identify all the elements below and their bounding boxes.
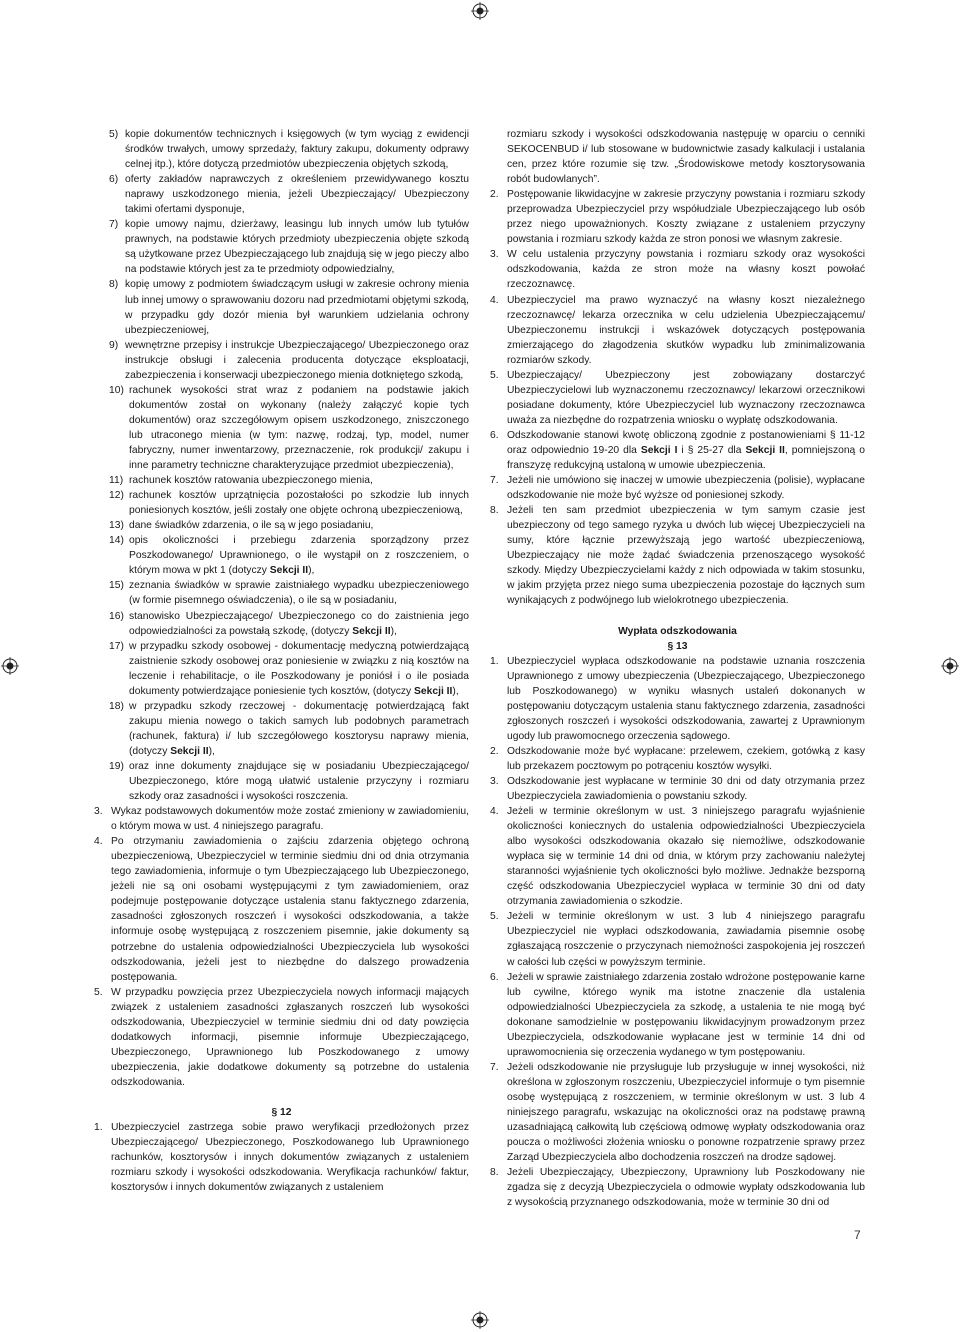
list-item-text xyxy=(490,187,865,247)
text-run: W przypadku powzięcia przez Ubezpieczyciela nowych informacji mających związek z ustaleniem zasadności zgłaszanych roszczeń lub wysokości odszkodowania, Ubezpieczyciel w terminie siedmiu dni od daty powzięcia dodatkowych informacji, pisemnie informuje Ubezpieczającego, Ubezpieczonego, Uprawnionego lub Poszkodowanego z umowy ubezpieczenia, jakie dodatkowe dokumenty są potrzebne do ustalenia odszkodowania. xyxy=(111,986,469,1088)
list-item-number: 14) xyxy=(109,535,124,547)
list-item-number: 4. xyxy=(94,836,103,848)
text-run: rachunek kosztów ratowania ubezpieczonego mienia, xyxy=(129,475,373,487)
text-run: rachunek wysokości strat wraz z podaniem na podstawie jakich dokumentów został on wykonany (należy załączyć kopie tych dokumentów) oraz szczegółowym opisem uszkodzonego, zniszczonego lub utraconego mienia (w tym: nazwę, rodzaj, typ, model, numer fabryczny, numer inwentarzowy, przeznaczenie, rok produkcji/ zakupu i inne parametry techniczne charakteryzujące przedmiot ubezpieczenia), xyxy=(129,384,469,472)
list-item-text xyxy=(109,127,469,172)
list-item-number: 7. xyxy=(490,475,499,487)
list-item-number: 10) xyxy=(109,384,124,396)
text-run: stanowisko Ubezpieczającego/ Ubezpieczonego co do zaistnienia jego odpowiedzialności za powstałą szkodę, (dotyczy xyxy=(129,610,469,637)
list-item xyxy=(490,1060,865,1165)
list-item-number: 8) xyxy=(109,279,119,291)
list-item xyxy=(94,1120,469,1195)
list-item-number: 2. xyxy=(490,745,499,757)
list-item-text xyxy=(490,1165,865,1210)
text-run: oraz inne dokumenty znajdujące się w posiadaniu Ubezpieczającego/ Ubezpieczonego, które mogą ułatwić ustalenie przyczyny i rozmiaru szkody oraz zasadności i wysokości roszczenia. xyxy=(129,760,469,803)
list-item xyxy=(109,383,469,473)
text-run: ), xyxy=(452,685,459,697)
list-item-text xyxy=(490,503,865,608)
list-items-a xyxy=(490,187,865,608)
list-item xyxy=(490,654,865,744)
text-run: Wykaz podstawowych dokumentów może zostać zmieniony w zawiadomieniu, o którym mowa w ust. 4 niniejszego paragrafu. xyxy=(111,806,469,833)
list-item xyxy=(94,834,469,984)
text-run: Odszkodowanie stanowi kwotę obliczoną zgodnie z postanowieniami § 11-12 oraz odpowiednio 19-20 dla xyxy=(507,429,865,456)
bold-reference: Sekcji II xyxy=(414,685,453,697)
text-run: W celu ustalenia przyczyny powstania i rozmiaru szkody oraz wysokości odszkodowania, każda ze stron może na własny koszt powołać rzeczoznawcę. xyxy=(507,249,865,291)
bold-reference: Sekcji I xyxy=(640,444,678,456)
list-item-text xyxy=(109,518,469,533)
list-item-text xyxy=(490,970,865,1060)
list-item-number: 6. xyxy=(490,429,499,441)
list-item-text xyxy=(490,909,865,969)
section-paragraph-13: § 13 xyxy=(667,640,688,652)
text-run: Ubezpieczyciel wypłaca odszkodowanie na podstawie uznania roszczenia Uprawnionego z umowy ubezpieczenia (Ubezpieczającego, Ubezpieczonego lub Poszkodowanego) w wyniku własnych ustaleń dokonanych w postępowaniu dotyczącym ustalenia stanu faktycznego zdarzenia, zasadności zgłoszonych roszczeń i wysokości odszkodowania, zawartej z Uprawnionym ugody lub prawomocnego orzeczenia sądowego. xyxy=(507,655,865,742)
bold-reference: Sekcji II xyxy=(269,565,309,577)
text-run: Jeżeli w terminie określonym w ust. 3 niniejszego paragrafu wyjaśnienie okoliczności koniecznych do ustalenia odpowiedzialności Ubezpieczyciela albo wysokości odszkodowania okazało się niemożliwe, odszkodowanie wypłaca się w terminie 14 dni od dnia, w którym przy zachowaniu należytej staranności wyjaśnienie tych okoliczności było możliwe. Jednakże bezsporną część odszkodowania Ubezpieczyciel wypłaca w terminie 30 dni od daty otrzymania zawiadomienia o szkodzie. xyxy=(507,806,865,908)
section-heading: Wypłata odszkodowania xyxy=(618,625,737,637)
right-column xyxy=(490,127,865,1210)
list-item-number: 13) xyxy=(109,520,124,532)
section-paragraph-12: § 12 xyxy=(271,1107,292,1118)
list-item-text xyxy=(490,368,865,428)
list-item xyxy=(109,277,469,337)
list-item xyxy=(490,503,865,608)
list-item-number: 5. xyxy=(94,986,103,998)
list-item-text xyxy=(490,247,865,292)
list-item-number: 12) xyxy=(109,490,124,502)
text-run: Odszkodowanie może być wypłacane: przelewem, czekiem, gotówką z kasy lub przekazem pocztowym po potrąceniu kosztów wysyłki. xyxy=(507,745,865,772)
list-item-number: 18) xyxy=(109,700,124,712)
list-item-number: 1. xyxy=(94,1122,103,1134)
list-item-text xyxy=(109,609,469,639)
list-items-b xyxy=(490,654,865,1211)
list-item xyxy=(490,187,865,247)
list-item xyxy=(490,909,865,969)
list-item-number: 2. xyxy=(490,189,499,201)
list-item-number: 15) xyxy=(109,580,124,592)
text-run: Jeżeli odszkodowanie nie przysługuje lub przysługuje w innej wysokości, niż określona w zgłoszonym roszczeniu, Ubezpieczyciel informuje o tym pisemnie osobę występującą z roszczeniem, w terminie określonym w ust. 3 lub 4 niniejszego paragrafu, wskazując na okoliczności oraz na podstawę prawną uzasadniającą całkowitą lub częściową odmowę wypłaty odszkodowania oraz poucza o możliwości złożenia wniosku o ponowne rozpatrzenie sprawy przez Zarząd Ubezpieczyciela albo dochodzenia roszczeń na drodze sądowej. xyxy=(507,1061,865,1164)
page-number: 7 xyxy=(854,1228,861,1242)
list-item xyxy=(109,759,469,804)
list-item-text xyxy=(109,473,469,488)
list-item-text xyxy=(109,488,469,518)
list-item xyxy=(109,127,469,172)
list-item-number: 7. xyxy=(490,1061,499,1073)
text-run: Jeżeli w terminie określonym w ust. 3 lub 4 niniejszego paragrafu Ubezpieczyciel nie wypłaci odszkodowania, zawiadamia pisemnie osobę zgłaszającą roszczenie o przyczynach niemożności zaspokojenia jej roszczeń w całości lub części w powyższym terminie. xyxy=(507,911,865,968)
list-items-b xyxy=(94,383,469,804)
list-item-text xyxy=(109,578,469,608)
list-item-text xyxy=(490,1060,865,1165)
text-run: Ubezpieczyciel zastrzega sobie prawo weryfikacji przedłożonych przez Ubezpieczającego/ Ubezpieczonego, Poszkodowanego lub Uprawnionego rachunków, kosztorysów i innych dokumentów związanych z ustaleniem rozmiaru szkody i wysokości odszkodowania. Weryfikacja rachunków/ faktur, kosztorysów i innych dokumentów związanych z ustaleniem xyxy=(111,1122,469,1194)
list-item-number: 3. xyxy=(94,806,103,818)
list-item-text xyxy=(94,985,469,1090)
list-item xyxy=(490,247,865,292)
registration-mark-left xyxy=(1,657,19,675)
list-item xyxy=(490,368,865,428)
text-run: i § 25-27 dla xyxy=(677,444,746,456)
list-item xyxy=(490,970,865,1060)
list-item-number: 1. xyxy=(490,655,499,667)
list-item-text xyxy=(109,383,469,473)
list-item xyxy=(109,217,469,277)
text-run: ), xyxy=(390,625,397,637)
list-item xyxy=(109,639,469,699)
list-item-text xyxy=(109,533,469,578)
text-run: opis okoliczności i przebiegu zdarzenia sporządzony przez Poszkodowanego/ Uprawnionego, o ile wystąpił on z roszczeniem, o którym mowa w pkt 1 (dotyczy xyxy=(129,535,469,577)
text-run: Jeżeli nie umówiono się inaczej w umowie ubezpieczenia (polisie), wypłacane odszkodowanie nie może być wyższe od poniesionej szkody. xyxy=(507,475,865,502)
list-item-text xyxy=(94,1120,469,1195)
list-item xyxy=(109,473,469,488)
list-item-number: 3. xyxy=(490,249,499,261)
list-item xyxy=(490,293,865,368)
list-item-number: 6) xyxy=(109,174,119,186)
text-run: zeznania świadków w sprawie zaistniałego wypadku ubezpieczeniowego (w formie pisemnego oświadczenia), o ile są w posiadaniu, xyxy=(129,580,469,607)
list-item xyxy=(490,1165,865,1210)
list-item-text xyxy=(490,804,865,909)
text-run: Postępowanie likwidacyjne w zakresie przyczyny powstania i rozmiaru szkody przeprowadza Ubezpieczyciel przy współudziale Ubezpieczającego lub osób przez niego upoważnionych. Koszty związane z ustaleniem przyczyny powstania i rozmiaru szkody każda ze stron ponosi we własnym zakresie. xyxy=(507,189,865,246)
list-item xyxy=(109,172,469,217)
list-item-text xyxy=(490,473,865,503)
list-item-text xyxy=(490,744,865,774)
list-item-text xyxy=(490,654,865,744)
list-item-number: 4. xyxy=(490,806,499,818)
list-item-number: 17) xyxy=(109,640,124,652)
list-item xyxy=(490,428,865,473)
text-run: Jeżeli ten sam przedmiot ubezpieczenia w tym samym czasie jest ubezpieczony od tego samego ryzyka u dwóch lub więcej Ubezpieczycieli na sumy, które łącznie przewyższają jego wartość ubezpieczeniową, Ubezpieczający nie może żądać świadczenia przenoszącego wysokość szkody. Między Ubezpieczycielami każdy z nich odpowiada w takim stosunku, w jakim przyjęta przez niego suma ubezpieczenia pozostaje do łącznych sum wynikających z podwójnego lub wielokrotnego ubezpieczenia. xyxy=(507,505,865,607)
text-run: wewnętrzne przepisy i instrukcje Ubezpieczającego/ Ubezpieczonego oraz instrukcje obsługi i zalecenia producenta dotyczące eksploatacji, zabezpieczenia i konserwacji ubezpieczonego mienia dotkniętego szkodą, xyxy=(125,339,469,381)
list-item-number: 7) xyxy=(109,219,119,231)
list-items-a xyxy=(94,127,469,383)
list-item-text xyxy=(490,774,865,804)
list-item xyxy=(490,774,865,804)
list-item-text xyxy=(109,338,469,383)
list-item-text xyxy=(109,217,469,277)
text-run: rachunek kosztów uprzątnięcia pozostałości po szkodzie lub innych poniesionych kosztów, jeśli zostały one objęte ochroną ubezpieczeniową, xyxy=(129,490,469,517)
bold-reference: Sekcji II xyxy=(170,745,209,757)
text-run: ), xyxy=(308,565,315,577)
list-item-number: 5. xyxy=(490,369,499,381)
list-item-number: 5. xyxy=(490,911,499,923)
text-run: Jeżeli w sprawie zaistniałego zdarzenia zostało wdrożone postępowanie karne lub cywilne, którego wynik ma istotne znaczenie dla ustalenia odpowiedzialności Ubezpieczyciela za szkodę, a ustalenia te nie mogą być dokonane samodzielnie w postępowaniu likwidacyjnym prowadzonym przez Ubezpieczyciela, odszkodowanie wypłacane jest w terminie 14 dni od uprawomocnienia się orzeczenia wydanego w tym postępowaniu. xyxy=(507,971,865,1058)
text-run: kopie dokumentów technicznych i księgowych (w tym wyciąg z ewidencji środków trwałych, umowy sprzedaży, faktury zakupu, dokumenty odprawy celnej itp.), które dotyczą przedmiotów ubezpieczenia objętych szkodą, xyxy=(125,129,469,171)
text-run: w przypadku szkody osobowej - dokumentację medyczną potwierdzającą zaistnienie szkody osobowej oraz poniesienie w związku z nią kosztów na leczenie i rehabilitacje, o ile Poszkodowany je poniósł i o ile posiada dokumenty potwierdzające poniesienie tych kosztów, (dotyczy xyxy=(129,640,469,697)
text-run: Ubezpieczający/ Ubezpieczony jest zobowiązany dostarczyć Ubezpieczycielowi lub wyznaczonemu rzeczoznawcy/ lekarzowi orzecznikowi posiadane dokumenty, które Ubezpieczyciel lub wyznaczony rzeczoznawca uważa za niezbędne do rozpatrzenia wniosku o wypłatę odszkodowania. xyxy=(507,369,865,426)
list-item-number: 11) xyxy=(109,475,124,487)
list-item xyxy=(109,533,469,578)
list-item-number: 16) xyxy=(109,610,124,622)
list-item-number: 6. xyxy=(490,971,499,983)
list-item-text xyxy=(490,293,865,368)
list-item-text xyxy=(94,804,469,834)
list-item-number: 9) xyxy=(109,339,119,351)
list-item-number: 8. xyxy=(490,505,499,517)
list-item xyxy=(109,578,469,608)
text-run: Jeżeli Ubezpieczający, Ubezpieczony, Uprawniony lub Poszkodowany nie zgadza się z decyzją Ubezpieczyciela o odmowie wypłaty odszkodowania lub z wysokością przyznanego odszkodowania, może w terminie 30 dni od xyxy=(507,1167,865,1209)
list-item xyxy=(109,518,469,533)
list-item-number: 3. xyxy=(490,775,499,787)
text-run: kopie umowy najmu, dzierżawy, leasingu lub innych umów lub tytułów prawnych, na podstawie których przedmioty ubezpieczenia objęte szkodą są użytkowane przez Ubezpieczającego lub znajdują się w jego pieczy albo na podstawie których jest za te przedmioty odpowiedzialny, xyxy=(125,219,470,276)
registration-mark-right xyxy=(941,657,959,675)
list-item xyxy=(94,985,469,1090)
bold-reference: Sekcji II xyxy=(745,444,785,456)
bold-reference: Sekcji II xyxy=(352,625,391,637)
continued-paragraph: rozmiaru szkody i wysokości odszkodowania następuję w oparciu o cenniki SEKOCENBUD i/ lub stosowane w budownictwie zasady kalkulacji i ustalania cen, przez które rozumie się tzw. „Środowiskowe metody kosztorysowania robót budowlanych”. xyxy=(507,129,865,186)
registration-mark-top xyxy=(471,2,489,20)
left-column xyxy=(94,127,469,1195)
text-run: Ubezpieczyciel ma prawo wyznaczyć na własny koszt niezależnego rzeczoznawcę/ lekarza orzecznika w celu udzielenia Ubezpieczającemu/ Ubezpieczonemu instrukcji i wskazówek dotyczących postępowania zmierzającego do złagodzenia skutków wypadku lub zminimalizowania rozmiarów szkody. xyxy=(507,294,865,366)
list-item-text xyxy=(490,428,865,473)
text-run: Po otrzymaniu zawiadomienia o zajściu zdarzenia objętego ochroną ubezpieczeniową, Ubezpieczyciel w terminie siedmiu dni od dnia otrzymania tego zawiadomienia, informuje o tym Ubezpieczającego lub Ubezpieczonego, jeżeli nie są oni osobami występującymi z tym zawiadomieniem, oraz podejmuje postępowanie dotyczące ustalenia stanu faktycznego zdarzenia, zasadności zgłoszonych roszczeń i wysokości odszkodowania, a także informuje osobę występującą z roszczeniem pisemnie, jakie dokumenty są potrzebne do ustalenia odpowiedzialności Ubezpieczyciela lub wysokości odszkodowania, jeżeli jest to niezbędne do dalszego prowadzenia postępowania. xyxy=(111,836,469,983)
list-item xyxy=(109,699,469,759)
list-item-text xyxy=(94,834,469,984)
text-run: dane świadków zdarzenia, o ile są w jego posiadaniu, xyxy=(129,520,374,532)
list-item xyxy=(109,488,469,518)
list-item-number: 5) xyxy=(109,129,119,140)
list-items-d xyxy=(94,1120,469,1195)
text-run: w przypadku szkody rzeczowej - dokumentację potwierdzającą fakt zakupu mienia nowego o takich samych lub podobnych parametrach (rachunek, faktura) i/ lub szczegółowego kosztorysu naprawy mienia, (dotyczy xyxy=(129,700,469,757)
text-run: Odszkodowanie jest wypłacane w terminie 30 dni od daty otrzymania przez Ubezpieczyciela zawiadomienia o powstaniu szkody. xyxy=(507,775,865,803)
list-item xyxy=(109,338,469,383)
list-item-number: 19) xyxy=(109,760,124,772)
list-item-text xyxy=(109,277,469,337)
text-run: kopię umowy z podmiotem świadczącym usługi w zakresie ochrony mienia lub innej umowy o sprawowaniu dozoru nad przedmiotami objętymi szkodą, w przypadku gdy dozór mienia był warunkiem udzielania ochrony ubezpieczeniowej, xyxy=(125,279,469,336)
list-item-text xyxy=(109,639,469,699)
list-item-text xyxy=(109,699,469,759)
list-items-c xyxy=(94,804,469,1090)
list-item-number: 8. xyxy=(490,1167,499,1179)
registration-mark-bottom xyxy=(471,1311,489,1329)
text-run: oferty zakładów naprawczych z określeniem przewidywanego kosztu naprawy uszkodzonego mienia, jeżeli Ubezpieczający/ Ubezpieczony takimi ofertami dysponuje, xyxy=(125,174,469,216)
list-item xyxy=(490,744,865,774)
list-item-text xyxy=(109,759,469,804)
list-item xyxy=(109,609,469,639)
list-item-number: 4. xyxy=(490,294,499,306)
text-run: , pomniejszoną o franszyzę redukcyjną ustaloną w umowie ubezpieczenia. xyxy=(507,444,865,472)
text-run: ), xyxy=(208,745,215,757)
list-item xyxy=(94,804,469,834)
list-item-text xyxy=(109,172,469,217)
list-item xyxy=(490,804,865,909)
list-item xyxy=(490,473,865,503)
